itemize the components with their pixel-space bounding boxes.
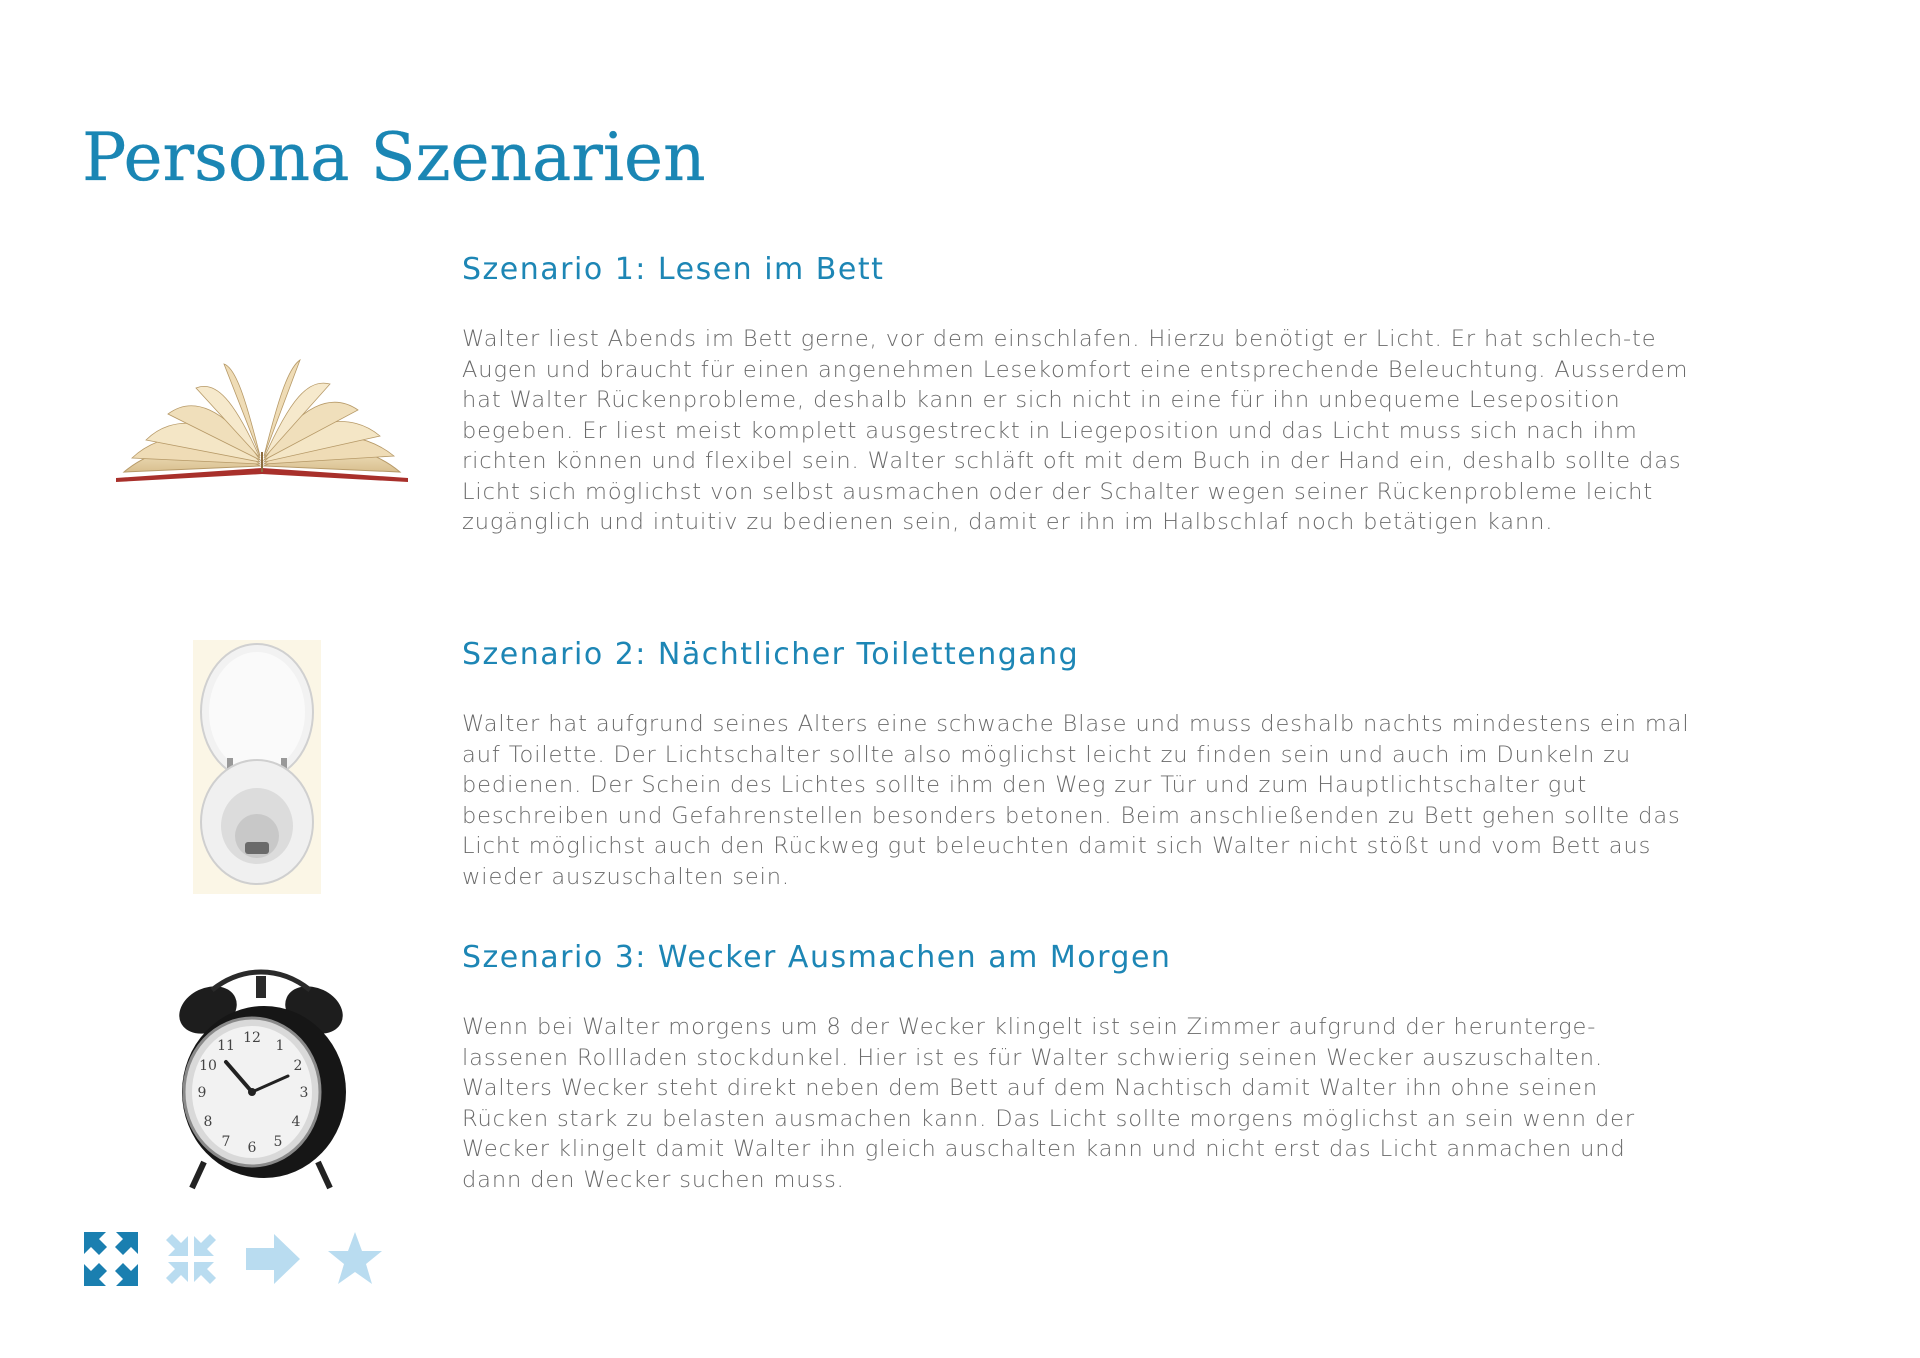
svg-text:6: 6 — [247, 1140, 257, 1156]
svg-text:11: 11 — [217, 1038, 235, 1054]
collapse-arrows-icon[interactable] — [162, 1230, 220, 1288]
expand-arrows-icon[interactable] — [82, 1230, 140, 1288]
svg-text:8: 8 — [203, 1114, 213, 1130]
arrow-right-icon[interactable] — [244, 1230, 302, 1288]
svg-text:12: 12 — [243, 1030, 261, 1046]
scenario-2 — [462, 637, 1692, 892]
svg-text:1: 1 — [275, 1038, 285, 1054]
scenario-heading: Szenario 3: Wecker Ausmachen am Morgen — [462, 940, 1172, 975]
svg-text:5: 5 — [273, 1134, 283, 1150]
scenario-1 — [462, 252, 1692, 538]
svg-text:9: 9 — [197, 1085, 207, 1101]
svg-text:3: 3 — [299, 1085, 309, 1101]
open-book-icon — [112, 340, 412, 490]
scenario-heading: Szenario 1: Lesen im Bett — [462, 252, 885, 287]
scenario-text: Walter hat aufgrund seines Alters eine schwache Blase und muss deshalb nachts mindestens ein mal auf Toilette. Der Lichtschalter sollte also möglichst leicht zu finden sein und auch im Dunkeln zu bedienen. Der Schein des Lichtes sollte ihm den Weg zur Tür und zum Hauptlichtschalter gut beschreiben und Gefahrenstellen besonders betonen. Beim anschließenden zu Bett gehen sollte das Licht möglichst auch den Rückweg gut beleuchten damit sich Walter nicht stößt und vom Bett aus wieder auszuschalten sein. — [462, 711, 1690, 890]
toilet-icon — [193, 640, 321, 894]
svg-text:10: 10 — [199, 1058, 217, 1074]
star-icon[interactable] — [326, 1230, 384, 1288]
svg-text:2: 2 — [293, 1058, 303, 1074]
scenario-heading: Szenario 2: Nächtlicher Toilettengang — [462, 637, 1080, 672]
svg-text:7: 7 — [221, 1134, 231, 1150]
scenario-text: Wenn bei Walter morgens um 8 der Wecker klingelt ist sein Zimmer aufgrund der herunterge-lassenen Rollladen stockdunkel. Hier ist es für Walter schwierig seinen Wecker auszuschalten. Walters Wecker steht direkt neben dem Bett auf dem Nachtisch damit Walter ihn ohne seinen Rücken stark zu belasten ausmachen kann. Das Licht sollte morgens möglichst an sein wenn der Wecker klingelt damit Walter ihn gleich auschalten kann und nicht erst das Licht anmachen und dann den Wecker suchen muss. — [462, 1014, 1636, 1193]
alarm-clock-icon — [172, 966, 350, 1196]
page-title: Persona Szenarien — [82, 119, 706, 196]
scenario-text: Walter liest Abends im Bett gerne, vor dem einschlafen. Hierzu benötigt er Licht. Er hat schlech-te Augen und braucht für einen angenehmen Lesekomfort eine entsprechende Beleuchtung. Ausserdem hat Walter Rückenprobleme, deshalb kann er sich nicht in eine für ihn unbequeme Leseposition begeben. Er liest meist komplett ausgestreckt in Liegeposition und das Licht muss sich nach ihm richten können und flexibel sein. Walter schläft oft mit dem Buch in der Hand ein, deshalb sollte das Licht sich möglichst von selbst ausmachen oder der Schalter wegen seiner Rückenprobleme leicht zugänglich und intuitiv zu bedienen sein, damit er ihn im Halbschlaf noch betätigen kann. — [462, 326, 1689, 535]
svg-text:4: 4 — [291, 1114, 301, 1130]
scenario-3 — [462, 940, 1692, 1195]
